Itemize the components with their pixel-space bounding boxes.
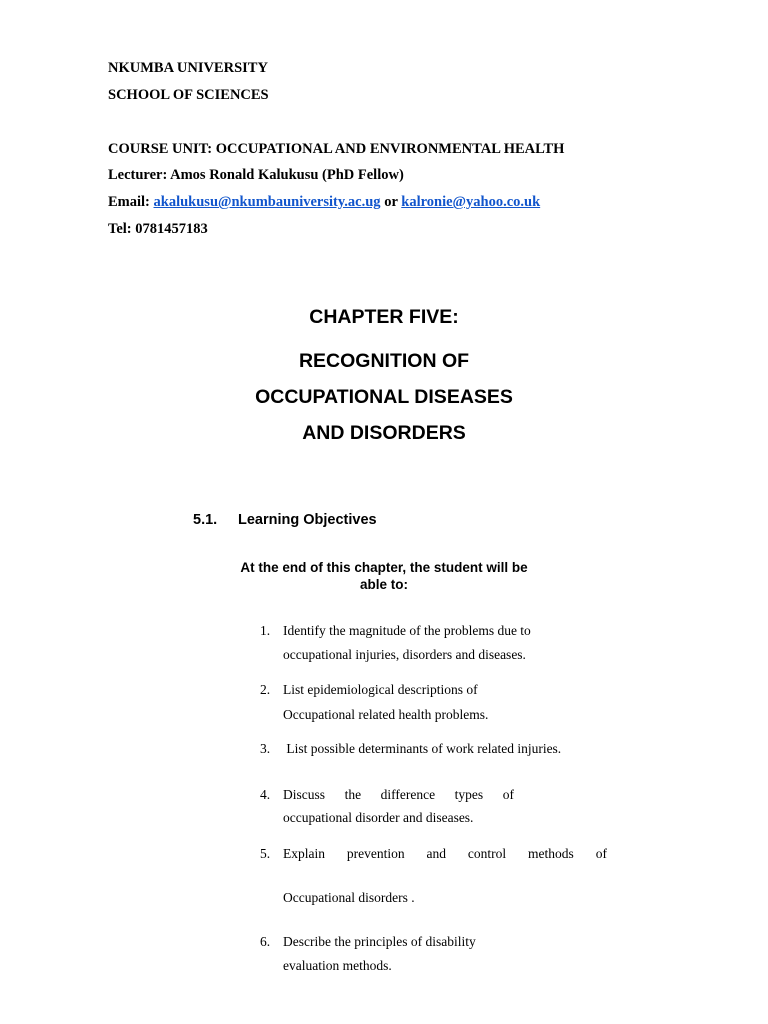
justified-word: of <box>595 846 607 861</box>
lecturer-line: Lecturer: Amos Ronald Kalukusu (PhD Fellow) <box>108 167 404 183</box>
objectives-intro-line-2: able to: <box>359 577 408 592</box>
email-link-secondary[interactable]: kalronie@yahoo.co.uk <box>401 194 541 210</box>
email-link-primary[interactable]: akalukusu@nkumbauniversity.ac.ug <box>153 194 381 210</box>
objective-text-line: Occupational related health problems. <box>283 707 489 722</box>
objectives-intro-line-1: At the end of this chapter, the student will be <box>240 560 528 575</box>
chapter-label: CHAPTER FIVE: <box>309 306 459 328</box>
justified-word: and <box>426 846 447 861</box>
objective-text-line: occupational disorder and diseases. <box>283 810 474 825</box>
objective-text-line: occupational injuries, disorders and diseases. <box>283 647 526 662</box>
objective-text-line: List epidemiological descriptions of <box>283 682 478 697</box>
chapter-title-line-3: AND DISORDERS <box>302 422 466 444</box>
objective-text-line: evaluation methods. <box>283 958 392 973</box>
section-title: Learning Objectives <box>238 512 377 528</box>
email-label: Email: <box>108 194 150 210</box>
justified-word: Discuss <box>283 787 326 802</box>
telephone-line: Tel: 0781457183 <box>108 221 208 237</box>
objective-text-line <box>283 845 607 862</box>
justified-line <box>283 786 514 803</box>
section-number: 5.1. <box>193 512 218 528</box>
objective-text-line: Identify the magnitude of the problems due to <box>283 623 531 638</box>
justified-line <box>283 845 607 862</box>
objective-text-line: List possible determinants of work related injuries. <box>283 741 562 756</box>
email-joiner: or <box>384 194 398 210</box>
school-name: SCHOOL OF SCIENCES <box>108 87 269 103</box>
chapter-title-line-1: RECOGNITION OF <box>298 350 470 372</box>
objective-number: 1. <box>260 623 271 638</box>
justified-word: difference <box>380 787 436 802</box>
objective-number: 4. <box>260 787 271 802</box>
justified-word: types <box>454 787 484 802</box>
objective-number: 6. <box>260 934 271 949</box>
justified-word: Explain <box>283 846 325 861</box>
objective-number: 5. <box>260 846 271 861</box>
objective-text-line: Describe the principles of disability <box>283 934 476 949</box>
justified-word: control <box>467 846 507 861</box>
chapter-title-line-2: OCCUPATIONAL DISEASES <box>255 386 513 408</box>
university-name: NKUMBA UNIVERSITY <box>108 60 268 76</box>
email-line <box>108 193 540 211</box>
objective-number: 2. <box>260 682 271 697</box>
justified-word: prevention <box>346 846 405 861</box>
objectives-intro <box>222 559 546 593</box>
justified-word: of <box>502 787 514 802</box>
course-unit: COURSE UNIT: OCCUPATIONAL AND ENVIRONMENTAL HEALTH <box>108 141 565 157</box>
objective-number: 3. <box>260 741 271 756</box>
justified-word: the <box>344 787 362 802</box>
objective-text-line <box>283 786 514 803</box>
objective-text-line: Occupational disorders . <box>283 890 415 905</box>
justified-word: methods <box>528 846 574 861</box>
